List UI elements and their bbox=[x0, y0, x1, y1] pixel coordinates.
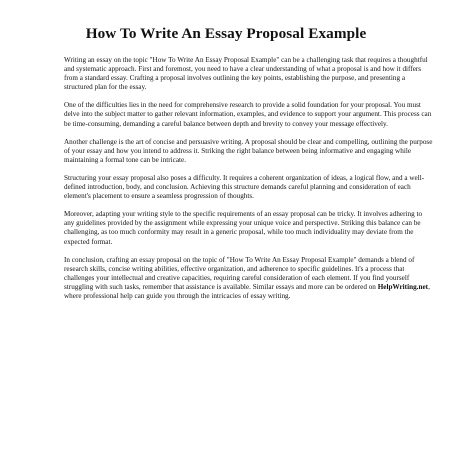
document-body bbox=[64, 56, 434, 310]
document-title: How To Write An Essay Proposal Example bbox=[85, 25, 367, 42]
conclusion-text: In conclusion, crafting an essay proposal on the topic of "How To Write An Essay Proposal Example" demands a blend of research skills, concise writing abilities, effective organization, and adherence to specific guidelines. It's a process that challenges your intellectual and creative capacities, requiring careful consideration of each element. If you find yourself struggling with such tasks, remember that assistance is available. Similar essays and more can be ordered on bbox=[64, 255, 415, 291]
paragraph-structure: Structuring your essay proposal also poses a difficulty. It requires a coherent organization of ideas, a logical flow, and a well-defined introduction, body, and conclusion. Achieving this structure demands careful planning and consideration of each element's placement to ensure a seamless progression of thoughts. bbox=[64, 173, 425, 201]
paragraph-research: One of the difficulties lies in the need for comprehensive research to provide a solid foundation for your proposal. You must delve into the subject matter to gather relevant information, examples, and evidence to support your argument. This process can be time-consuming, demanding a careful balance between depth and brevity to convey your message effectively. bbox=[64, 101, 432, 128]
paragraph-style: Moreover, adapting your writing style to the specific requirements of an essay proposal can be tricky. It involves adhering to any guidelines provided by the assignment while expressing your unique voice and perspective. Striking this balance can be challenging, as too much conformity may result in a generic proposal, while too much individuality may deviate from the expected format. bbox=[64, 210, 423, 246]
paragraph-conclusion bbox=[64, 256, 434, 301]
paragraph-intro: Writing an essay on the topic "How To Write An Essay Proposal Example" can be a challenging task that requires a thoughtful and systematic approach. First and foremost, you need to have a clear understanding of what a proposal is and how it differs from a standard essay. Crafting a proposal involves outlining the key points, establishing the purpose, and presenting a structured plan for the essay. bbox=[64, 56, 428, 92]
paragraph-writing: Another challenge is the art of concise and persuasive writing. A proposal should be clear and compelling, outlining the purpose of your essay and how you intend to address it. Striking the right balance between being informative and engaging while maintaining a formal tone can be intricate. bbox=[64, 137, 433, 164]
brand-name: HelpWriting.net bbox=[377, 282, 429, 291]
conclusion-tail: , where professional help can guide you through the intricacies of essay writing. bbox=[64, 282, 430, 300]
